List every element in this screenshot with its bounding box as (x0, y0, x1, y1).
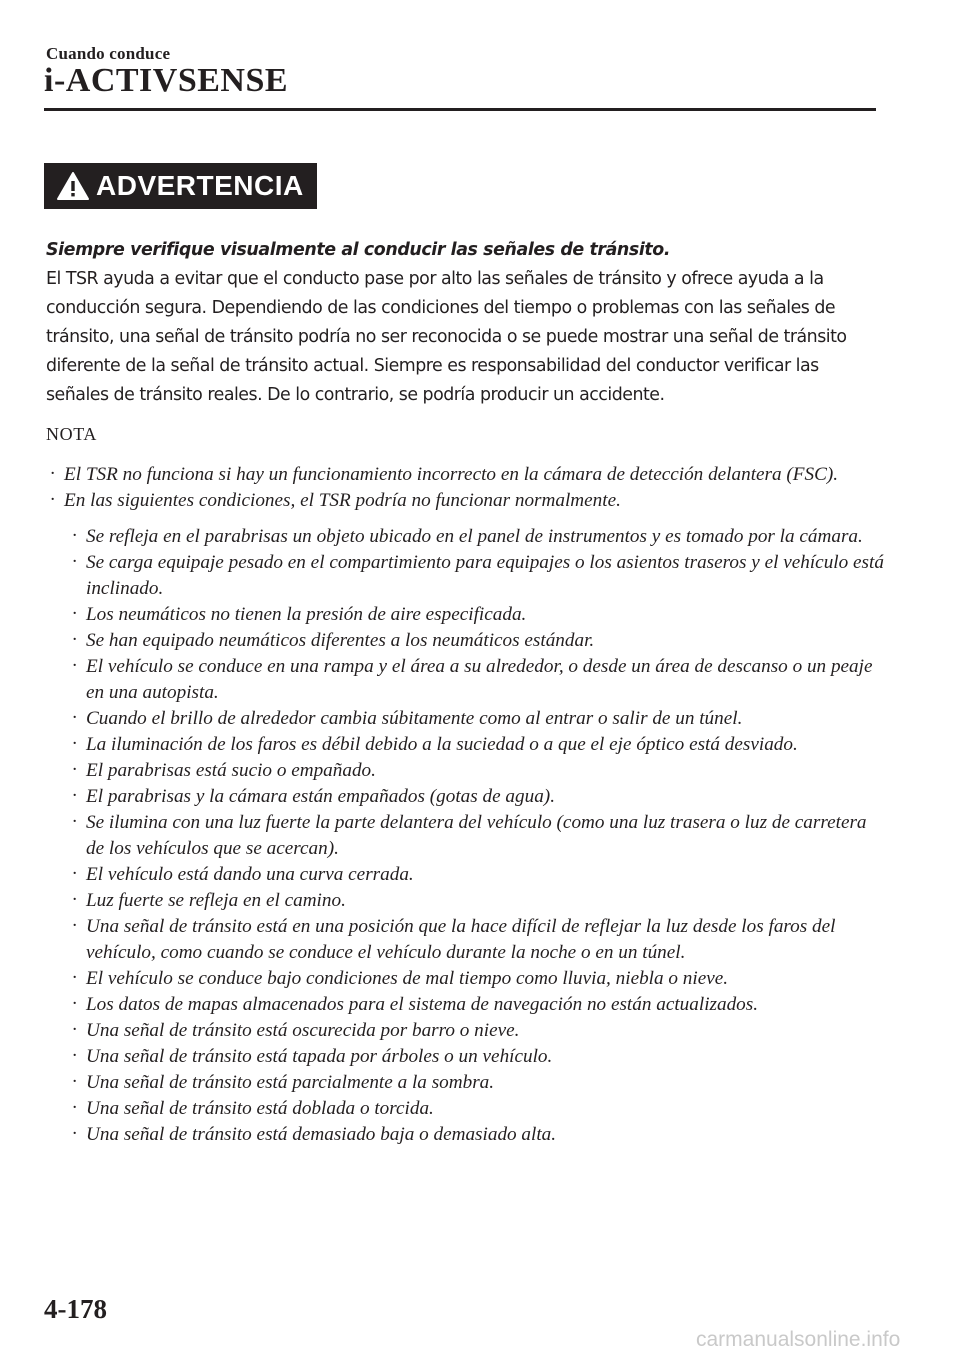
condition-text: Una señal de tránsito está oscurecida por barro o nieve. (86, 1020, 520, 1041)
condition-item (46, 1096, 886, 1122)
bullet-dot-icon: · (72, 967, 77, 988)
condition-text: Los datos de mapas almacenados para el sistema de navegación no están actualizados. (86, 994, 759, 1015)
bullet-dot-icon: · (72, 863, 77, 884)
list-item-text: En las siguientes condiciones, el TSR podría no funcionar normalmente. (64, 490, 621, 511)
condition-item (46, 1070, 886, 1096)
condition-item (46, 888, 886, 914)
bullet-dot-icon: · (72, 707, 77, 728)
warning-triangle-icon (56, 171, 90, 201)
section-label: Cuando conduce (46, 44, 171, 63)
bullet-dot-icon: · (72, 551, 77, 572)
condition-text: Los neumáticos no tienen la presión de aire especificada. (86, 604, 527, 625)
condition-item (46, 914, 886, 966)
condition-text: Luz fuerte se refleja en el camino. (86, 890, 346, 911)
condition-text: El parabrisas y la cámara están empañados (gotas de agua). (86, 786, 555, 807)
condition-item (46, 1044, 886, 1070)
bullet-dot-icon: · (50, 489, 55, 510)
condition-item (46, 758, 886, 784)
bullet-dot-icon: · (72, 603, 77, 624)
bullet-dot-icon: · (72, 1045, 77, 1066)
watermark: carmanualsonline.info (696, 1328, 901, 1351)
condition-text: Una señal de tránsito está parcialmente a la sombra. (86, 1072, 495, 1093)
condition-item (46, 1018, 886, 1044)
note-list (46, 462, 886, 1148)
condition-text: El vehículo está dando una curva cerrada. (86, 864, 414, 885)
condition-item (46, 966, 886, 992)
bullet-dot-icon: · (72, 525, 77, 546)
bullet-dot-icon: · (50, 463, 55, 484)
condition-list (46, 524, 886, 1148)
list-item (46, 488, 886, 514)
condition-text: Una señal de tránsito está demasiado baja o demasiado alta. (86, 1124, 557, 1145)
bullet-dot-icon: · (72, 1071, 77, 1092)
list-item-text: El TSR no funciona si hay un funcionamiento incorrecto en la cámara de detección delantera (FSC). (64, 464, 839, 485)
condition-item (46, 1122, 886, 1148)
condition-text: Se refleja en el parabrisas un objeto ubicado en el panel de instrumentos y es tomado por la cámara. (86, 526, 863, 547)
bullet-dot-icon: · (72, 1019, 77, 1040)
condition-text: Una señal de tránsito está doblada o torcida. (86, 1098, 434, 1119)
condition-text: El parabrisas está sucio o empañado. (86, 760, 376, 781)
condition-item (46, 810, 886, 862)
bullet-dot-icon: · (72, 1097, 77, 1118)
bullet-dot-icon: · (72, 655, 77, 676)
condition-item (46, 654, 886, 706)
condition-text: Se carga equipaje pesado en el compartimiento para equipajes o los asientos traseros y el vehículo está inclinado. (86, 552, 884, 599)
bullet-dot-icon: · (72, 889, 77, 910)
bullet-dot-icon: · (72, 629, 77, 650)
bullet-dot-icon: · (72, 785, 77, 806)
warning-text (46, 236, 886, 410)
condition-item (46, 862, 886, 888)
condition-item (46, 524, 886, 550)
condition-text: El vehículo se conduce bajo condiciones de mal tiempo como lluvia, niebla o nieve. (86, 968, 729, 989)
condition-text: Una señal de tránsito está en una posición que la hace difícil de reflejar la luz desde los faros del vehículo, como cuando se conduce el vehículo durante la noche o en un túnel. (86, 916, 836, 963)
condition-text: Se han equipado neumáticos diferentes a los neumáticos estándar. (86, 630, 595, 651)
bullet-dot-icon: · (72, 811, 77, 832)
bullet-dot-icon: · (72, 733, 77, 754)
condition-text: Se ilumina con una luz fuerte la parte delantera del vehículo (como una luz trasera o luz de carretera de los vehículos que se acercan). (86, 812, 867, 859)
warning-heading: Siempre verifique visualmente al conducir las señales de tránsito. (46, 240, 671, 260)
condition-item (46, 784, 886, 810)
warning-label: ADVERTENCIA (96, 170, 304, 201)
condition-text: Una señal de tránsito está tapada por árboles o un vehículo. (86, 1046, 553, 1067)
condition-text: La iluminación de los faros es débil debido a la suciedad o a que el eje óptico está desviado. (86, 734, 798, 755)
bullet-dot-icon: · (72, 759, 77, 780)
condition-item (46, 628, 886, 654)
header-divider (44, 108, 876, 111)
list-item (46, 462, 886, 488)
condition-item (46, 992, 886, 1018)
page-title: i-ACTIVSENSE (44, 62, 289, 99)
condition-item (46, 550, 886, 602)
condition-item (46, 602, 886, 628)
warning-body: El TSR ayuda a evitar que el conducto pase por alto las señales de tránsito y ofrece ayuda a la conducción segura. Dependiendo de las condiciones del tiempo o problemas con las señales de tránsito, una señal de tránsito podría no ser reconocida o se puede mostrar una señal de tránsito diferente de la señal de tránsito actual. Siempre es responsabilidad del conductor verificar las señales de tránsito reales. De lo contrario, se podría producir un accidente. (46, 269, 847, 405)
condition-item (46, 706, 886, 732)
bullet-dot-icon: · (72, 915, 77, 936)
warning-banner (44, 163, 317, 209)
condition-item (46, 732, 886, 758)
bullet-dot-icon: · (72, 1123, 77, 1144)
bullet-dot-icon: · (72, 993, 77, 1014)
condition-text: El vehículo se conduce en una rampa y el área a su alrededor, o desde un área de descanso o un peaje en una autopista. (86, 656, 873, 703)
condition-text: Cuando el brillo de alrededor cambia súbitamente como al entrar o salir de un túnel. (86, 708, 743, 729)
page-number: 4-178 (44, 1294, 107, 1324)
note-label: NOTA (46, 424, 97, 444)
